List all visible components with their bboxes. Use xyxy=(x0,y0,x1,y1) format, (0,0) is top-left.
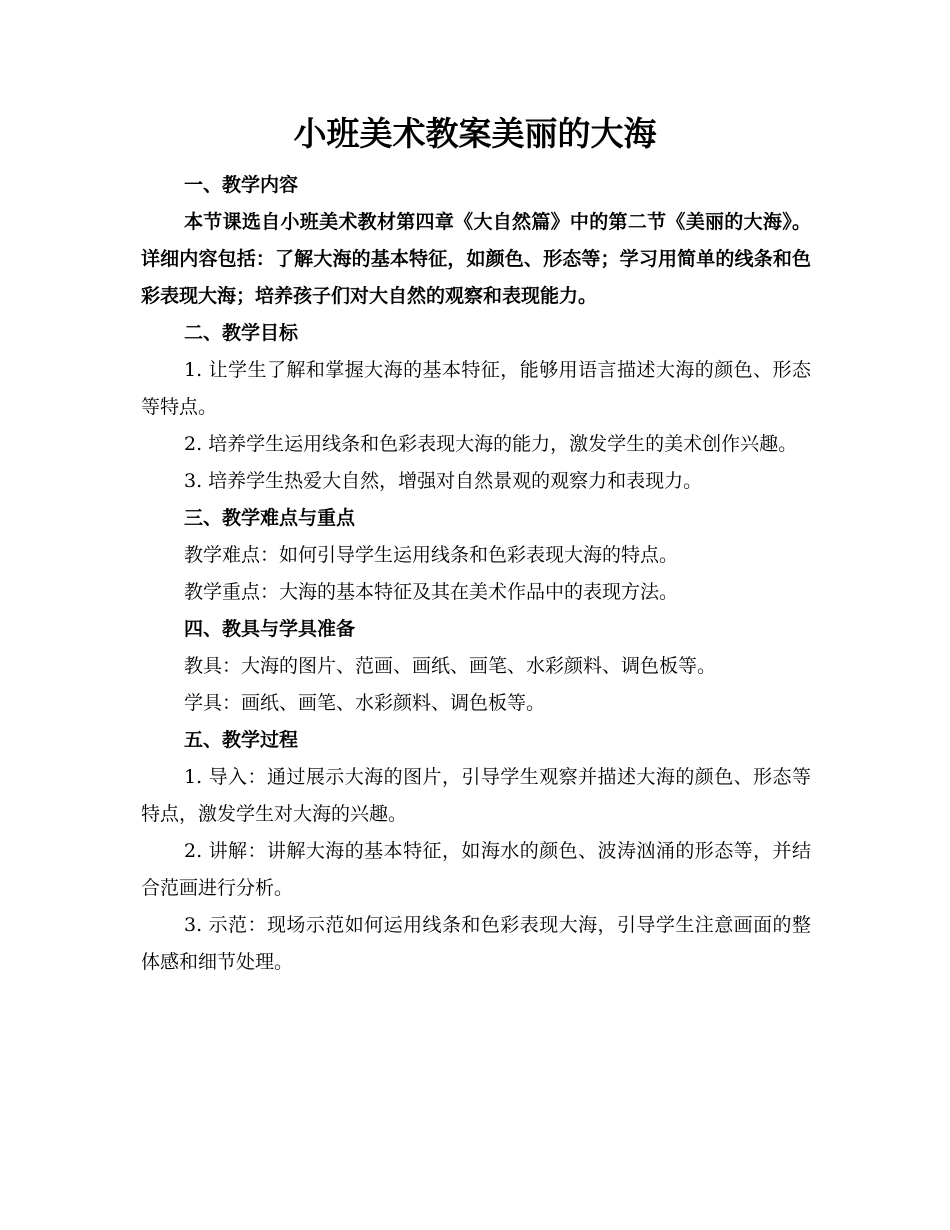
section-paragraph: 教学重点：大海的基本特征及其在美术作品中的表现方法。 xyxy=(184,581,679,603)
section-paragraph: 1. 让学生了解和掌握大海的基本特征，能够用语言描述大海的颜色、形态等特点。 xyxy=(141,359,811,418)
section-heading: 五、教学过程 xyxy=(184,729,299,751)
section-paragraph: 3. 示范：现场示范如何运用线条和色彩表现大海，引导学生注意画面的整体感和细节处理。 xyxy=(141,914,811,973)
document-title: 小班美术教案美丽的大海 xyxy=(293,114,657,153)
section-heading: 四、教具与学具准备 xyxy=(184,618,356,640)
section-paragraph: 2. 讲解：讲解大海的基本特征，如海水的颜色、波涛汹涌的形态等，并结合范画进行分析。 xyxy=(141,840,811,899)
section-heading: 一、教学内容 xyxy=(184,174,299,196)
section-paragraph: 教学难点：如何引导学生运用线条和色彩表现大海的特点。 xyxy=(184,544,679,566)
section-heading: 二、教学目标 xyxy=(184,322,299,344)
section-heading: 三、教学难点与重点 xyxy=(184,507,356,529)
section-paragraph: 本节课选自小班美术教材第四章《大自然篇》中的第二节《美丽的大海》。详细内容包括：了解大海的基本特征，如颜色、形态等；学习用简单的线条和色彩表现大海；培养孩子们对大自然的观察和表现能力。 xyxy=(141,211,811,307)
section-paragraph: 2. 培养学生运用线条和色彩表现大海的能力，激发学生的美术创作兴趣。 xyxy=(184,433,798,455)
section-paragraph: 学具：画纸、画笔、水彩颜料、调色板等。 xyxy=(184,692,546,714)
section-paragraph: 1. 导入：通过展示大海的图片，引导学生观察并描述大海的颜色、形态等特点，激发学生对大海的兴趣。 xyxy=(141,766,811,825)
document-body xyxy=(141,167,811,981)
section-paragraph: 3. 培养学生热爱大自然，增强对自然景观的观察力和表现力。 xyxy=(184,470,703,492)
section-paragraph: 教具：大海的图片、范画、画纸、画笔、水彩颜料、调色板等。 xyxy=(184,655,717,677)
